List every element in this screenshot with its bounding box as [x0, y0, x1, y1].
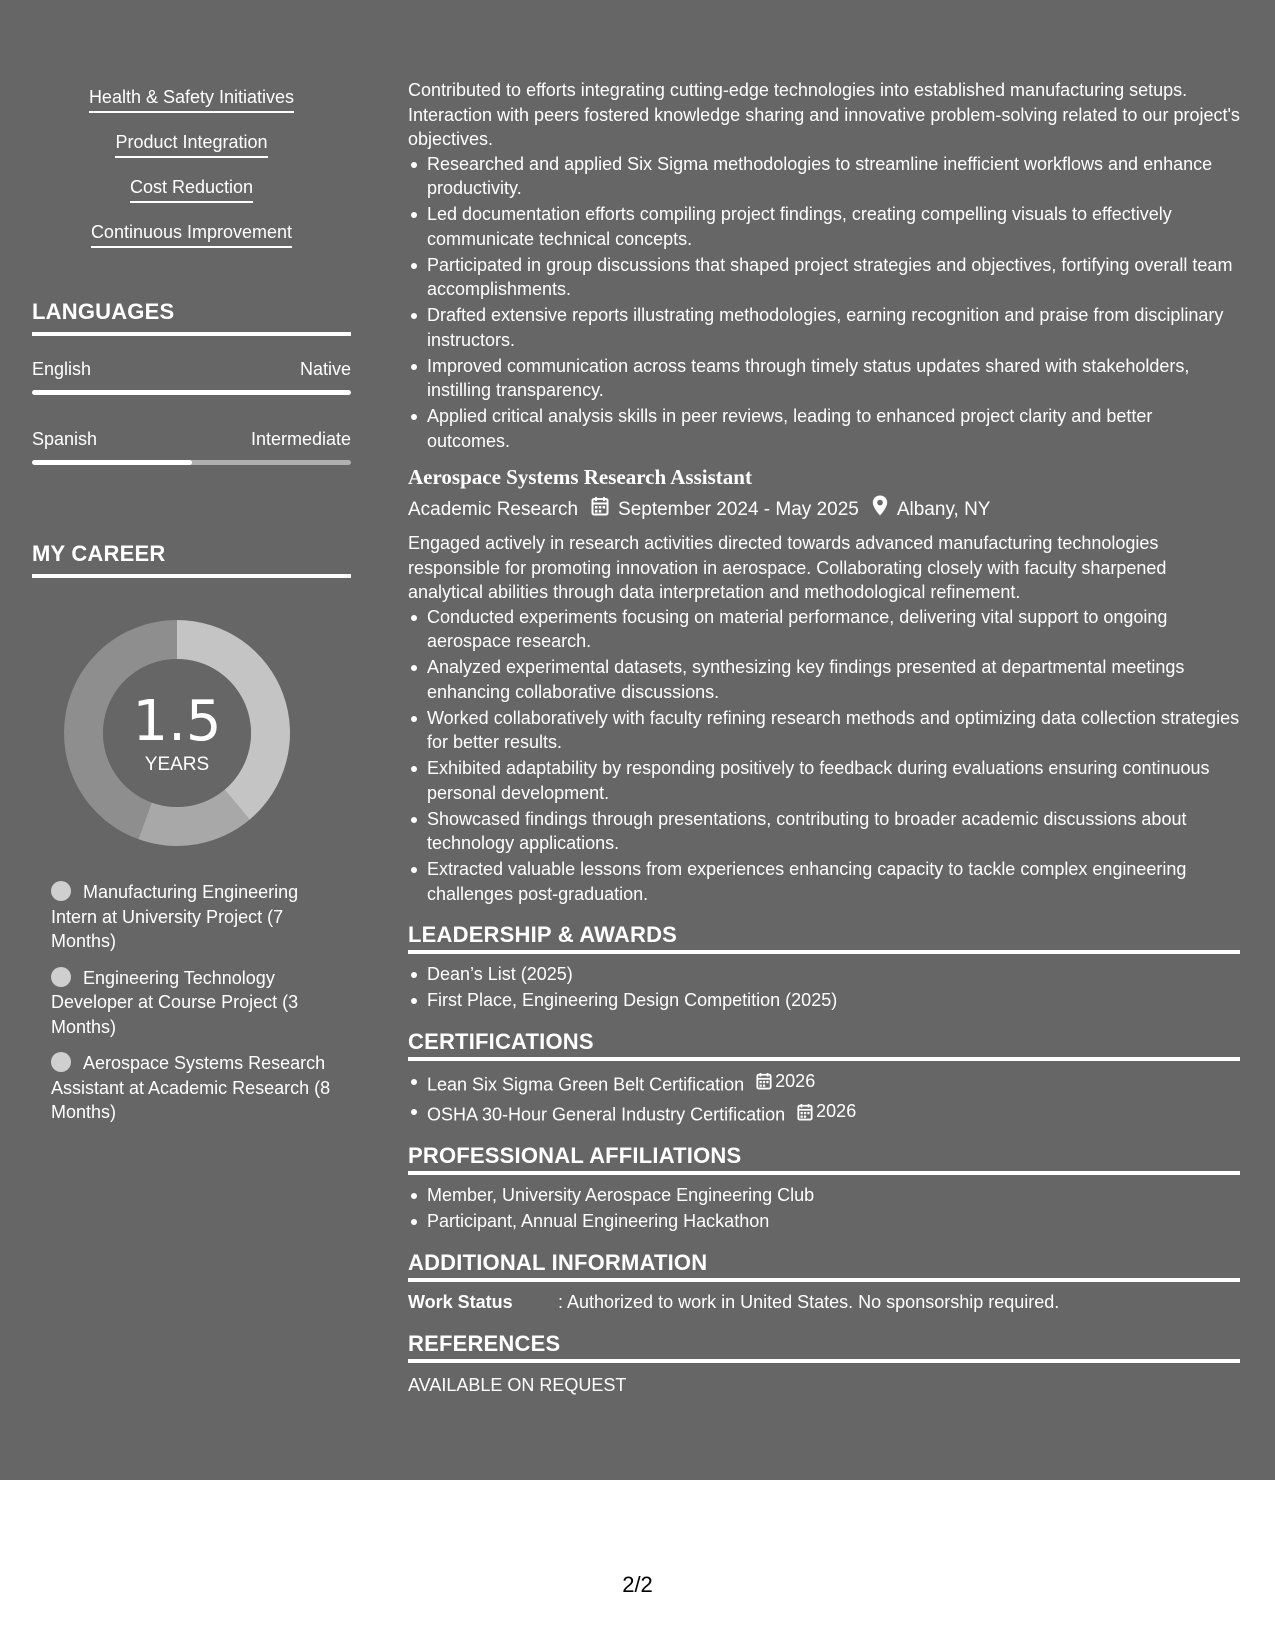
career-unit: YEARS — [144, 754, 210, 775]
bullet-item: Participated in group discussions that shaped project strategies and objectives, fortifying overall team accomplishments. — [408, 253, 1240, 302]
certification-name: OSHA 30-Hour General Industry Certification — [427, 1104, 786, 1125]
language-proficiency-fill — [32, 390, 351, 395]
skill-label: Product Integration — [115, 131, 267, 158]
bullet-item: Analyzed experimental datasets, synthesizing key findings presented at departmental meetings enhancing collaborative discussions. — [408, 655, 1240, 704]
career-legend-item — [51, 966, 341, 1040]
skill-item — [32, 176, 351, 221]
career-heading: MY CAREER — [32, 540, 351, 578]
leadership-list — [408, 962, 1240, 1013]
bullet-item: Applied critical analysis skills in peer reviews, leading to enhanced project clarity and better outcomes. — [408, 404, 1240, 453]
bullet-item: Participant, Annual Engineering Hackathon — [408, 1209, 1240, 1234]
additional-info-heading: ADDITIONAL INFORMATION — [408, 1249, 1240, 1282]
certification-item — [408, 1099, 1240, 1127]
bullet-item: Conducted experiments focusing on material performance, delivering vital support to ongoing aerospace research. — [408, 605, 1240, 654]
language-proficiency-bar — [32, 460, 351, 465]
language-spanish — [32, 428, 351, 465]
bullet-item: Member, University Aerospace Engineering Club — [408, 1183, 1240, 1208]
references-text: AVAILABLE ON REQUEST — [408, 1374, 627, 1395]
skill-label: Continuous Improvement — [91, 221, 292, 248]
work-status-row — [408, 1290, 1240, 1314]
job-summary: Engaged actively in research activities directed towards advanced manufacturing technologies responsible for promoting innovation in aerospace. Collaborating closely with faculty sharpened analytical abilities through data interpretation and methodological refinement. — [408, 533, 1167, 602]
career-legend-label: Aerospace Systems Research Assistant at Academic Research (8 Months) — [51, 1053, 331, 1122]
certifications-heading: CERTIFICATIONS — [408, 1028, 1240, 1061]
job-location: Albany, NY — [896, 498, 991, 520]
calendar-icon — [591, 496, 609, 524]
language-english — [32, 358, 351, 395]
bullet-item: Showcased findings through presentations, contributing to broader academic discussions about technology applications. — [408, 807, 1240, 856]
career-legend-item — [51, 1051, 341, 1125]
job-bullets — [408, 605, 1240, 907]
leadership-heading: LEADERSHIP & AWARDS — [408, 921, 1240, 954]
career-legend-item — [51, 880, 341, 954]
calendar-icon — [756, 1072, 772, 1090]
certification-item — [408, 1069, 1240, 1097]
bullet-item: First Place, Engineering Design Competition (2025) — [408, 988, 1240, 1013]
language-level: Native — [299, 359, 351, 379]
skills-list — [32, 86, 351, 266]
page-number: 2/2 — [622, 1572, 653, 1597]
career-legend-label: Engineering Technology Developer at Course Project (3 Months) — [51, 967, 299, 1037]
bullet-item: Worked collaboratively with faculty refining research methods and optimizing data collection strategies for better results. — [408, 706, 1240, 755]
language-level: Intermediate — [250, 429, 351, 449]
references-heading: REFERENCES — [408, 1330, 1240, 1363]
job-meta — [408, 495, 1240, 524]
skill-label: Cost Reduction — [130, 176, 253, 203]
bullet-item: Researched and applied Six Sigma methodologies to streamline inefficient workflows and enhance productivity. — [408, 152, 1240, 201]
language-proficiency-bar — [32, 390, 351, 395]
career-legend — [51, 880, 341, 1137]
job-organization: Academic Research — [408, 498, 579, 520]
work-status-value: : Authorized to work in United States. No sponsorship required. — [558, 1291, 1060, 1312]
right-column — [408, 78, 1240, 1397]
career-legend-label: Manufacturing Engineering Intern at University Project (7 Months) — [51, 882, 299, 951]
prev-job-summary: Contributed to efforts integrating cutting-edge technologies into established manufacturing setups. Interaction with peers fostered knowledge sharing and innovative problem-solving related to our project's objectives. — [408, 80, 1240, 149]
language-name: English — [32, 359, 92, 379]
certification-year: 2026 — [816, 1101, 857, 1122]
legend-dot-icon — [51, 967, 71, 987]
bullet-item: Led documentation efforts compiling project findings, creating compelling visuals to effectively communicate technical concepts. — [408, 202, 1240, 251]
job-title: Aerospace Systems Research Assistant — [408, 465, 752, 489]
bullet-item: Improved communication across teams through timely status updates shared with stakeholders, instilling transparency. — [408, 354, 1240, 403]
legend-dot-icon — [51, 881, 71, 901]
job-dates: September 2024 - May 2025 — [618, 498, 859, 520]
career-total: 1.5 — [132, 689, 222, 754]
skill-item — [32, 86, 351, 131]
language-proficiency-fill — [32, 460, 192, 465]
certification-name: Lean Six Sigma Green Belt Certification — [427, 1073, 745, 1094]
bullet-item: Exhibited adaptability by responding positively to feedback during evaluations ensuring continuous personal development. — [408, 756, 1240, 805]
skill-label: Health & Safety Initiatives — [89, 86, 294, 113]
language-name: Spanish — [32, 429, 98, 449]
prev-job-bullets — [408, 152, 1240, 454]
affiliations-list — [408, 1183, 1240, 1234]
bullet-item: Drafted extensive reports illustrating methodologies, earning recognition and praise from disciplinary instructors. — [408, 303, 1240, 352]
legend-dot-icon — [51, 1052, 71, 1072]
certifications-list — [408, 1069, 1240, 1128]
career-donut-chart — [64, 620, 290, 846]
skill-item — [32, 131, 351, 176]
affiliations-heading: PROFESSIONAL AFFILIATIONS — [408, 1142, 1240, 1175]
bullet-item: Extracted valuable lessons from experiences enhancing capacity to tackle complex engineering challenges post-graduation. — [408, 857, 1240, 906]
location-pin-icon — [872, 495, 888, 524]
languages-heading: LANGUAGES — [32, 298, 351, 336]
skill-item — [32, 221, 351, 266]
calendar-icon — [797, 1103, 813, 1121]
bullet-item: Dean’s List (2025) — [408, 962, 1240, 987]
work-status-label: Work Status — [408, 1291, 513, 1312]
certification-year: 2026 — [775, 1070, 816, 1091]
